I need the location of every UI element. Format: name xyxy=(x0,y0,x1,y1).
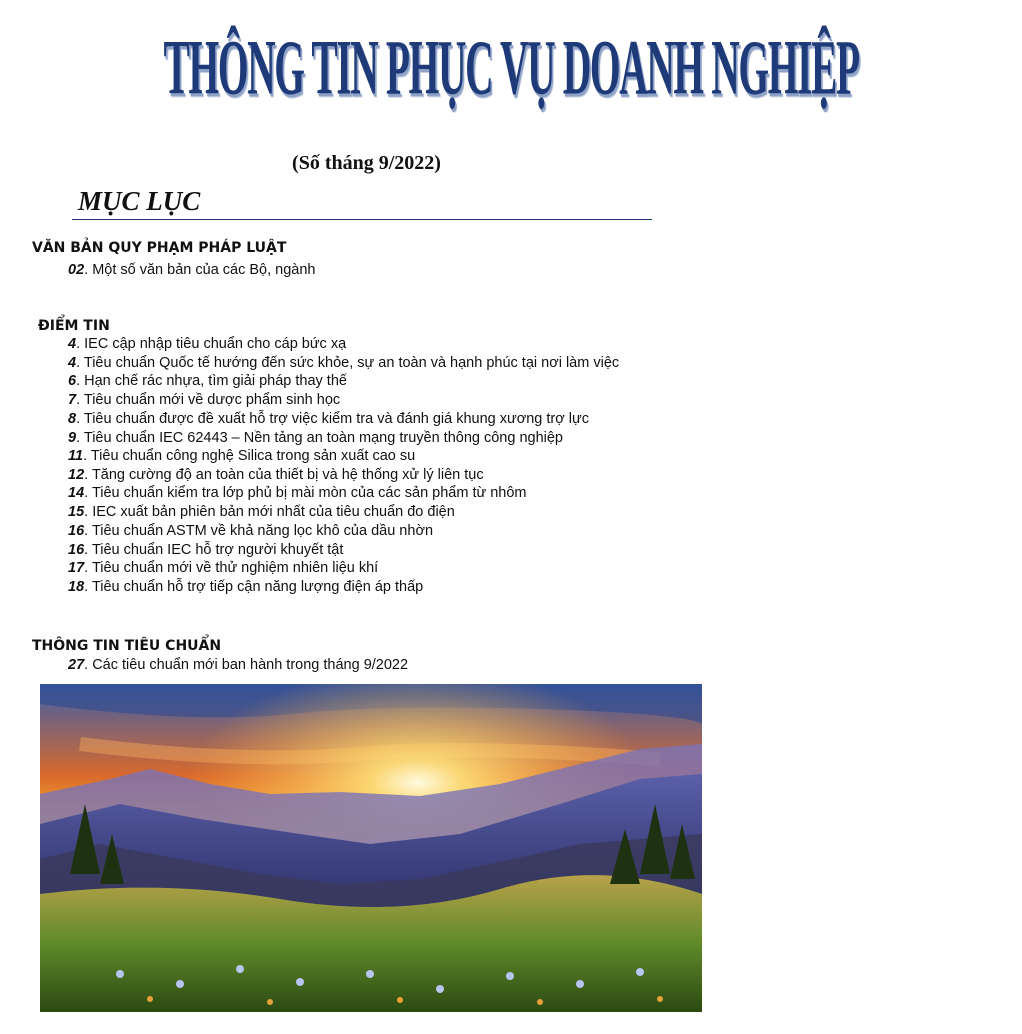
toc-item-text: Tiêu chuẩn hỗ trợ tiếp cận năng lượng điện áp thấp xyxy=(91,579,424,595)
toc-heading: MỤC LỤC xyxy=(78,186,201,216)
toc-item-text: Các tiêu chuẩn mới ban hành trong tháng 9/2022 xyxy=(92,657,409,673)
section-title-legal-docs: VĂN BẢN QUY PHẠM PHÁP LUẬT xyxy=(32,240,287,256)
toc-item-text: Tiêu chuẩn mới về dược phẩm sinh học xyxy=(83,392,341,408)
toc-item[interactable]: 4. IEC cập nhập tiêu chuẩn cho cáp bức xạ xyxy=(68,336,347,352)
toc-item[interactable]: 16. Tiêu chuẩn IEC hỗ trợ người khuyết tật xyxy=(68,542,344,558)
toc-item[interactable]: 18. Tiêu chuẩn hỗ trợ tiếp cận năng lượng điện áp thấp xyxy=(68,579,424,595)
toc-item[interactable]: 15. IEC xuất bản phiên bản mới nhất của tiêu chuẩn đo điện xyxy=(68,504,455,520)
toc-item[interactable]: 6. Hạn chế rác nhựa, tìm giải pháp thay thế xyxy=(68,373,347,389)
toc-item-page: 15 xyxy=(68,504,85,520)
toc-divider xyxy=(72,219,652,220)
toc-item-page: 17 xyxy=(68,560,85,576)
toc-item[interactable]: 9. Tiêu chuẩn IEC 62443 – Nền tảng an toàn mạng truyền thông công nghiệp xyxy=(68,430,563,446)
toc-item-text: Tiêu chuẩn IEC 62443 – Nền tảng an toàn mạng truyền thông công nghiệp xyxy=(83,430,563,446)
toc-item[interactable]: 27. Các tiêu chuẩn mới ban hành trong tháng 9/2022 xyxy=(68,657,409,673)
toc-item-page: 8 xyxy=(68,411,77,427)
toc-item-page: 4 xyxy=(68,355,77,371)
section-title-news: ĐIỂM TIN xyxy=(38,318,110,334)
toc-item-text: Một số văn bản của các Bộ, ngành xyxy=(92,262,316,278)
toc-item-page: 27 xyxy=(68,657,85,673)
page-title-text: THÔNG TIN PHỤC VỤ DOANH NGHIỆP xyxy=(163,23,859,112)
toc-item-text: Tiêu chuẩn ASTM về khả năng lọc khô của dầu nhờn xyxy=(91,523,434,539)
toc-item-page: 16 xyxy=(68,523,85,539)
toc-item[interactable]: 12. Tăng cường độ an toàn của thiết bị và hệ thống xử lý liên tục xyxy=(68,467,484,483)
toc-item-text: Tiêu chuẩn mới về thử nghiệm nhiên liệu khí xyxy=(91,560,379,576)
toc-item[interactable]: 16. Tiêu chuẩn ASTM về khả năng lọc khô của dầu nhờn xyxy=(68,523,434,539)
toc-item-page: 7 xyxy=(68,392,77,408)
toc-item-page: 16 xyxy=(68,542,85,558)
toc-item-text: Tăng cường độ an toàn của thiết bị và hệ thống xử lý liên tục xyxy=(91,467,484,483)
issue-number: (Số tháng 9/2022) xyxy=(292,152,441,174)
toc-item-page: 14 xyxy=(68,485,85,501)
toc-item-page: 02 xyxy=(68,262,85,278)
toc-item-page: 4 xyxy=(68,336,77,352)
toc-item-page: 6 xyxy=(68,373,77,389)
toc-item-text: Tiêu chuẩn được đề xuất hỗ trợ việc kiểm tra và đánh giá khung xương trợ lực xyxy=(83,411,589,427)
toc-item[interactable]: 8. Tiêu chuẩn được đề xuất hỗ trợ việc kiểm tra và đánh giá khung xương trợ lực xyxy=(68,411,589,427)
toc-item[interactable]: 02. Một số văn bản của các Bộ, ngành xyxy=(68,262,316,278)
toc-item[interactable]: 14. Tiêu chuẩn kiểm tra lớp phủ bị mài mòn của các sản phẩm từ nhôm xyxy=(68,485,527,501)
toc-item[interactable]: 11. Tiêu chuẩn công nghệ Silica trong sản xuất cao su xyxy=(68,448,416,464)
toc-item-text: Hạn chế rác nhựa, tìm giải pháp thay thế xyxy=(84,373,347,389)
toc-item-page: 11 xyxy=(68,448,84,464)
toc-item[interactable]: 7. Tiêu chuẩn mới về dược phẩm sinh học xyxy=(68,392,341,408)
sunset-landscape-photo xyxy=(40,684,702,1012)
section-title-standards: THÔNG TIN TIÊU CHUẨN xyxy=(32,638,222,654)
toc-item-text: Tiêu chuẩn kiểm tra lớp phủ bị mài mòn của các sản phẩm từ nhôm xyxy=(91,485,527,501)
toc-item[interactable]: 17. Tiêu chuẩn mới về thử nghiệm nhiên liệu khí xyxy=(68,560,379,576)
toc-item-page: 18 xyxy=(68,579,85,595)
toc-item-text: Tiêu chuẩn công nghệ Silica trong sản xuất cao su xyxy=(90,448,416,464)
toc-item-text: Tiêu chuẩn IEC hỗ trợ người khuyết tật xyxy=(91,542,344,558)
toc-item-page: 12 xyxy=(68,467,85,483)
toc-item-text: Tiêu chuẩn Quốc tế hướng đến sức khỏe, sự an toàn và hạnh phúc tại nơi làm việc xyxy=(83,355,620,371)
toc-item-text: IEC cập nhập tiêu chuẩn cho cáp bức xạ xyxy=(84,336,347,352)
toc-item[interactable]: 4. Tiêu chuẩn Quốc tế hướng đến sức khỏe, sự an toàn và hạnh phúc tại nơi làm việc xyxy=(68,355,620,371)
toc-item-page: 9 xyxy=(68,430,77,446)
page-title xyxy=(0,22,859,112)
toc-item-text: IEC xuất bản phiên bản mới nhất của tiêu chuẩn đo điện xyxy=(92,504,455,520)
